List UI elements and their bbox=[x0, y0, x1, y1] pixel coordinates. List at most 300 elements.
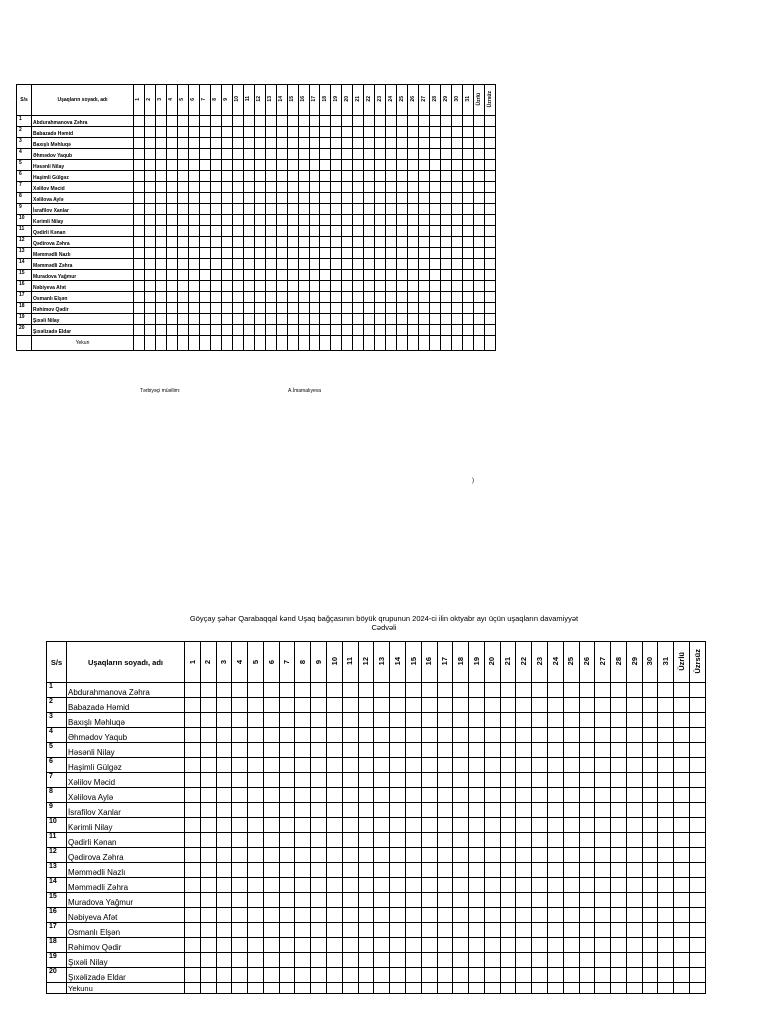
total-cell[interactable] bbox=[210, 336, 221, 351]
attendance-cell[interactable] bbox=[263, 833, 279, 848]
attendance-cell[interactable] bbox=[390, 848, 406, 863]
attendance-cell[interactable] bbox=[177, 237, 188, 248]
attendance-cell[interactable] bbox=[375, 325, 386, 336]
attendance-cell[interactable] bbox=[626, 953, 642, 968]
attendance-cell[interactable] bbox=[579, 848, 595, 863]
attendance-cell[interactable] bbox=[390, 773, 406, 788]
attendance-cell[interactable] bbox=[374, 818, 390, 833]
attendance-cell[interactable] bbox=[188, 171, 199, 182]
attendance-cell[interactable] bbox=[463, 270, 474, 281]
attendance-cell[interactable] bbox=[674, 938, 690, 953]
attendance-cell[interactable] bbox=[311, 968, 327, 983]
attendance-cell[interactable] bbox=[611, 818, 627, 833]
attendance-cell[interactable] bbox=[243, 171, 254, 182]
attendance-cell[interactable] bbox=[386, 259, 397, 270]
attendance-cell[interactable] bbox=[463, 193, 474, 204]
attendance-cell[interactable] bbox=[386, 138, 397, 149]
attendance-cell[interactable] bbox=[364, 237, 375, 248]
attendance-cell[interactable] bbox=[595, 683, 611, 698]
attendance-cell[interactable] bbox=[200, 743, 216, 758]
attendance-cell[interactable] bbox=[287, 138, 298, 149]
attendance-cell[interactable] bbox=[421, 878, 437, 893]
attendance-cell[interactable] bbox=[353, 303, 364, 314]
attendance-cell[interactable] bbox=[421, 953, 437, 968]
attendance-cell[interactable] bbox=[674, 893, 690, 908]
attendance-cell[interactable] bbox=[265, 303, 276, 314]
attendance-cell[interactable] bbox=[248, 893, 264, 908]
attendance-cell[interactable] bbox=[221, 149, 232, 160]
attendance-cell[interactable] bbox=[188, 160, 199, 171]
attendance-cell[interactable] bbox=[200, 863, 216, 878]
attendance-cell[interactable] bbox=[547, 803, 563, 818]
attendance-cell[interactable] bbox=[674, 698, 690, 713]
attendance-cell[interactable] bbox=[532, 713, 548, 728]
attendance-cell[interactable] bbox=[453, 908, 469, 923]
attendance-cell[interactable] bbox=[342, 160, 353, 171]
attendance-cell[interactable] bbox=[485, 259, 496, 270]
attendance-cell[interactable] bbox=[134, 259, 145, 270]
attendance-cell[interactable] bbox=[185, 818, 201, 833]
attendance-cell[interactable] bbox=[405, 923, 421, 938]
attendance-cell[interactable] bbox=[611, 803, 627, 818]
attendance-cell[interactable] bbox=[342, 281, 353, 292]
attendance-cell[interactable] bbox=[232, 237, 243, 248]
total-cell[interactable] bbox=[144, 336, 155, 351]
attendance-cell[interactable] bbox=[547, 698, 563, 713]
attendance-cell[interactable] bbox=[210, 193, 221, 204]
attendance-cell[interactable] bbox=[441, 281, 452, 292]
attendance-cell[interactable] bbox=[674, 833, 690, 848]
attendance-cell[interactable] bbox=[320, 325, 331, 336]
attendance-cell[interactable] bbox=[243, 314, 254, 325]
attendance-cell[interactable] bbox=[658, 788, 674, 803]
attendance-cell[interactable] bbox=[563, 743, 579, 758]
attendance-cell[interactable] bbox=[331, 204, 342, 215]
attendance-cell[interactable] bbox=[287, 270, 298, 281]
attendance-cell[interactable] bbox=[375, 292, 386, 303]
attendance-cell[interactable] bbox=[232, 878, 248, 893]
attendance-cell[interactable] bbox=[374, 953, 390, 968]
attendance-cell[interactable] bbox=[358, 863, 374, 878]
attendance-cell[interactable] bbox=[185, 848, 201, 863]
attendance-cell[interactable] bbox=[279, 698, 295, 713]
attendance-cell[interactable] bbox=[516, 878, 532, 893]
attendance-cell[interactable] bbox=[279, 863, 295, 878]
attendance-cell[interactable] bbox=[199, 215, 210, 226]
attendance-cell[interactable] bbox=[374, 728, 390, 743]
attendance-cell[interactable] bbox=[155, 259, 166, 270]
attendance-cell[interactable] bbox=[453, 683, 469, 698]
attendance-cell[interactable] bbox=[248, 773, 264, 788]
attendance-cell[interactable] bbox=[532, 863, 548, 878]
attendance-cell[interactable] bbox=[405, 908, 421, 923]
attendance-cell[interactable] bbox=[279, 893, 295, 908]
total-cell[interactable] bbox=[674, 983, 690, 994]
attendance-cell[interactable] bbox=[276, 193, 287, 204]
attendance-cell[interactable] bbox=[485, 303, 496, 314]
attendance-cell[interactable] bbox=[441, 314, 452, 325]
attendance-cell[interactable] bbox=[358, 908, 374, 923]
attendance-cell[interactable] bbox=[463, 226, 474, 237]
attendance-cell[interactable] bbox=[342, 248, 353, 259]
attendance-cell[interactable] bbox=[532, 953, 548, 968]
attendance-cell[interactable] bbox=[276, 226, 287, 237]
attendance-cell[interactable] bbox=[331, 292, 342, 303]
attendance-cell[interactable] bbox=[353, 325, 364, 336]
attendance-cell[interactable] bbox=[419, 237, 430, 248]
attendance-cell[interactable] bbox=[405, 953, 421, 968]
attendance-cell[interactable] bbox=[563, 953, 579, 968]
attendance-cell[interactable] bbox=[276, 127, 287, 138]
attendance-cell[interactable] bbox=[375, 193, 386, 204]
attendance-cell[interactable] bbox=[397, 325, 408, 336]
attendance-cell[interactable] bbox=[386, 237, 397, 248]
attendance-cell[interactable] bbox=[500, 683, 516, 698]
attendance-cell[interactable] bbox=[364, 193, 375, 204]
attendance-cell[interactable] bbox=[287, 292, 298, 303]
attendance-cell[interactable] bbox=[342, 818, 358, 833]
attendance-cell[interactable] bbox=[177, 171, 188, 182]
attendance-cell[interactable] bbox=[386, 248, 397, 259]
attendance-cell[interactable] bbox=[216, 908, 232, 923]
attendance-cell[interactable] bbox=[690, 923, 706, 938]
attendance-cell[interactable] bbox=[430, 248, 441, 259]
attendance-cell[interactable] bbox=[342, 758, 358, 773]
attendance-cell[interactable] bbox=[210, 182, 221, 193]
attendance-cell[interactable] bbox=[374, 968, 390, 983]
attendance-cell[interactable] bbox=[232, 713, 248, 728]
attendance-cell[interactable] bbox=[563, 848, 579, 863]
attendance-cell[interactable] bbox=[309, 138, 320, 149]
attendance-cell[interactable] bbox=[658, 818, 674, 833]
attendance-cell[interactable] bbox=[320, 138, 331, 149]
attendance-cell[interactable] bbox=[166, 116, 177, 127]
attendance-cell[interactable] bbox=[453, 953, 469, 968]
attendance-cell[interactable] bbox=[248, 953, 264, 968]
attendance-cell[interactable] bbox=[485, 281, 496, 292]
attendance-cell[interactable] bbox=[342, 193, 353, 204]
attendance-cell[interactable] bbox=[452, 325, 463, 336]
attendance-cell[interactable] bbox=[419, 204, 430, 215]
attendance-cell[interactable] bbox=[405, 833, 421, 848]
attendance-cell[interactable] bbox=[674, 758, 690, 773]
attendance-cell[interactable] bbox=[408, 237, 419, 248]
attendance-cell[interactable] bbox=[485, 182, 496, 193]
attendance-cell[interactable] bbox=[375, 116, 386, 127]
attendance-cell[interactable] bbox=[243, 303, 254, 314]
attendance-cell[interactable] bbox=[658, 848, 674, 863]
attendance-cell[interactable] bbox=[276, 215, 287, 226]
attendance-cell[interactable] bbox=[430, 215, 441, 226]
attendance-cell[interactable] bbox=[452, 314, 463, 325]
attendance-cell[interactable] bbox=[327, 908, 343, 923]
total-cell[interactable] bbox=[327, 983, 343, 994]
attendance-cell[interactable] bbox=[364, 281, 375, 292]
attendance-cell[interactable] bbox=[463, 292, 474, 303]
attendance-cell[interactable] bbox=[674, 923, 690, 938]
attendance-cell[interactable] bbox=[155, 303, 166, 314]
attendance-cell[interactable] bbox=[327, 953, 343, 968]
attendance-cell[interactable] bbox=[358, 848, 374, 863]
attendance-cell[interactable] bbox=[342, 833, 358, 848]
total-cell[interactable] bbox=[342, 983, 358, 994]
attendance-cell[interactable] bbox=[200, 758, 216, 773]
attendance-cell[interactable] bbox=[254, 281, 265, 292]
attendance-cell[interactable] bbox=[547, 833, 563, 848]
attendance-cell[interactable] bbox=[437, 698, 453, 713]
attendance-cell[interactable] bbox=[658, 683, 674, 698]
attendance-cell[interactable] bbox=[595, 848, 611, 863]
attendance-cell[interactable] bbox=[279, 683, 295, 698]
attendance-cell[interactable] bbox=[248, 728, 264, 743]
attendance-cell[interactable] bbox=[658, 938, 674, 953]
attendance-cell[interactable] bbox=[342, 314, 353, 325]
attendance-cell[interactable] bbox=[375, 138, 386, 149]
attendance-cell[interactable] bbox=[327, 818, 343, 833]
attendance-cell[interactable] bbox=[626, 848, 642, 863]
attendance-cell[interactable] bbox=[674, 683, 690, 698]
attendance-cell[interactable] bbox=[690, 863, 706, 878]
attendance-cell[interactable] bbox=[265, 171, 276, 182]
attendance-cell[interactable] bbox=[453, 878, 469, 893]
attendance-cell[interactable] bbox=[430, 193, 441, 204]
attendance-cell[interactable] bbox=[563, 863, 579, 878]
attendance-cell[interactable] bbox=[595, 743, 611, 758]
attendance-cell[interactable] bbox=[216, 878, 232, 893]
attendance-cell[interactable] bbox=[279, 923, 295, 938]
attendance-cell[interactable] bbox=[463, 281, 474, 292]
attendance-cell[interactable] bbox=[232, 138, 243, 149]
attendance-cell[interactable] bbox=[243, 127, 254, 138]
attendance-cell[interactable] bbox=[485, 215, 496, 226]
attendance-cell[interactable] bbox=[295, 938, 311, 953]
attendance-cell[interactable] bbox=[331, 270, 342, 281]
attendance-cell[interactable] bbox=[210, 281, 221, 292]
attendance-cell[interactable] bbox=[342, 303, 353, 314]
attendance-cell[interactable] bbox=[626, 908, 642, 923]
attendance-cell[interactable] bbox=[134, 182, 145, 193]
attendance-cell[interactable] bbox=[547, 818, 563, 833]
attendance-cell[interactable] bbox=[166, 160, 177, 171]
attendance-cell[interactable] bbox=[419, 171, 430, 182]
attendance-cell[interactable] bbox=[484, 713, 500, 728]
attendance-cell[interactable] bbox=[177, 204, 188, 215]
attendance-cell[interactable] bbox=[421, 833, 437, 848]
attendance-cell[interactable] bbox=[309, 160, 320, 171]
attendance-cell[interactable] bbox=[320, 171, 331, 182]
attendance-cell[interactable] bbox=[364, 292, 375, 303]
attendance-cell[interactable] bbox=[185, 953, 201, 968]
attendance-cell[interactable] bbox=[232, 127, 243, 138]
attendance-cell[interactable] bbox=[474, 160, 485, 171]
attendance-cell[interactable] bbox=[144, 303, 155, 314]
attendance-cell[interactable] bbox=[453, 803, 469, 818]
attendance-cell[interactable] bbox=[375, 171, 386, 182]
attendance-cell[interactable] bbox=[188, 314, 199, 325]
attendance-cell[interactable] bbox=[342, 713, 358, 728]
attendance-cell[interactable] bbox=[216, 863, 232, 878]
attendance-cell[interactable] bbox=[626, 728, 642, 743]
attendance-cell[interactable] bbox=[358, 953, 374, 968]
attendance-cell[interactable] bbox=[295, 743, 311, 758]
attendance-cell[interactable] bbox=[199, 160, 210, 171]
attendance-cell[interactable] bbox=[421, 863, 437, 878]
attendance-cell[interactable] bbox=[611, 923, 627, 938]
attendance-cell[interactable] bbox=[595, 923, 611, 938]
attendance-cell[interactable] bbox=[199, 226, 210, 237]
attendance-cell[interactable] bbox=[463, 259, 474, 270]
attendance-cell[interactable] bbox=[232, 325, 243, 336]
attendance-cell[interactable] bbox=[611, 863, 627, 878]
attendance-cell[interactable] bbox=[463, 325, 474, 336]
attendance-cell[interactable] bbox=[485, 325, 496, 336]
attendance-cell[interactable] bbox=[177, 116, 188, 127]
attendance-cell[interactable] bbox=[254, 303, 265, 314]
attendance-cell[interactable] bbox=[430, 160, 441, 171]
attendance-cell[interactable] bbox=[327, 803, 343, 818]
attendance-cell[interactable] bbox=[547, 938, 563, 953]
total-cell[interactable] bbox=[441, 336, 452, 351]
attendance-cell[interactable] bbox=[311, 788, 327, 803]
attendance-cell[interactable] bbox=[390, 878, 406, 893]
attendance-cell[interactable] bbox=[216, 758, 232, 773]
attendance-cell[interactable] bbox=[364, 116, 375, 127]
attendance-cell[interactable] bbox=[134, 127, 145, 138]
total-cell[interactable] bbox=[185, 983, 201, 994]
attendance-cell[interactable] bbox=[500, 773, 516, 788]
attendance-cell[interactable] bbox=[469, 878, 485, 893]
attendance-cell[interactable] bbox=[419, 314, 430, 325]
attendance-cell[interactable] bbox=[500, 863, 516, 878]
attendance-cell[interactable] bbox=[474, 237, 485, 248]
attendance-cell[interactable] bbox=[579, 743, 595, 758]
attendance-cell[interactable] bbox=[469, 788, 485, 803]
attendance-cell[interactable] bbox=[453, 923, 469, 938]
attendance-cell[interactable] bbox=[419, 215, 430, 226]
attendance-cell[interactable] bbox=[166, 237, 177, 248]
attendance-cell[interactable] bbox=[254, 171, 265, 182]
attendance-cell[interactable] bbox=[484, 938, 500, 953]
attendance-cell[interactable] bbox=[248, 968, 264, 983]
attendance-cell[interactable] bbox=[441, 226, 452, 237]
attendance-cell[interactable] bbox=[221, 314, 232, 325]
attendance-cell[interactable] bbox=[276, 171, 287, 182]
attendance-cell[interactable] bbox=[485, 138, 496, 149]
attendance-cell[interactable] bbox=[232, 171, 243, 182]
total-cell[interactable] bbox=[579, 983, 595, 994]
attendance-cell[interactable] bbox=[295, 848, 311, 863]
attendance-cell[interactable] bbox=[532, 773, 548, 788]
attendance-cell[interactable] bbox=[626, 818, 642, 833]
attendance-cell[interactable] bbox=[390, 863, 406, 878]
attendance-cell[interactable] bbox=[309, 171, 320, 182]
attendance-cell[interactable] bbox=[331, 314, 342, 325]
attendance-cell[interactable] bbox=[295, 683, 311, 698]
attendance-cell[interactable] bbox=[185, 743, 201, 758]
total-cell[interactable] bbox=[516, 983, 532, 994]
attendance-cell[interactable] bbox=[421, 848, 437, 863]
attendance-cell[interactable] bbox=[331, 127, 342, 138]
attendance-cell[interactable] bbox=[469, 773, 485, 788]
attendance-cell[interactable] bbox=[200, 923, 216, 938]
attendance-cell[interactable] bbox=[342, 215, 353, 226]
total-cell[interactable] bbox=[166, 336, 177, 351]
attendance-cell[interactable] bbox=[358, 968, 374, 983]
attendance-cell[interactable] bbox=[397, 193, 408, 204]
attendance-cell[interactable] bbox=[374, 863, 390, 878]
attendance-cell[interactable] bbox=[500, 833, 516, 848]
attendance-cell[interactable] bbox=[248, 923, 264, 938]
attendance-cell[interactable] bbox=[265, 226, 276, 237]
attendance-cell[interactable] bbox=[452, 116, 463, 127]
attendance-cell[interactable] bbox=[232, 182, 243, 193]
attendance-cell[interactable] bbox=[199, 116, 210, 127]
attendance-cell[interactable] bbox=[390, 818, 406, 833]
total-cell[interactable] bbox=[309, 336, 320, 351]
attendance-cell[interactable] bbox=[232, 204, 243, 215]
attendance-cell[interactable] bbox=[342, 953, 358, 968]
attendance-cell[interactable] bbox=[611, 938, 627, 953]
total-cell[interactable] bbox=[353, 336, 364, 351]
attendance-cell[interactable] bbox=[421, 698, 437, 713]
attendance-cell[interactable] bbox=[210, 325, 221, 336]
attendance-cell[interactable] bbox=[474, 193, 485, 204]
attendance-cell[interactable] bbox=[295, 803, 311, 818]
total-cell[interactable] bbox=[177, 336, 188, 351]
attendance-cell[interactable] bbox=[216, 788, 232, 803]
attendance-cell[interactable] bbox=[430, 149, 441, 160]
attendance-cell[interactable] bbox=[500, 803, 516, 818]
attendance-cell[interactable] bbox=[642, 758, 658, 773]
total-cell[interactable] bbox=[375, 336, 386, 351]
attendance-cell[interactable] bbox=[364, 259, 375, 270]
attendance-cell[interactable] bbox=[287, 127, 298, 138]
attendance-cell[interactable] bbox=[177, 314, 188, 325]
attendance-cell[interactable] bbox=[254, 215, 265, 226]
attendance-cell[interactable] bbox=[263, 713, 279, 728]
attendance-cell[interactable] bbox=[287, 182, 298, 193]
attendance-cell[interactable] bbox=[311, 758, 327, 773]
total-cell[interactable] bbox=[279, 983, 295, 994]
attendance-cell[interactable] bbox=[405, 938, 421, 953]
attendance-cell[interactable] bbox=[188, 325, 199, 336]
total-cell[interactable] bbox=[405, 983, 421, 994]
attendance-cell[interactable] bbox=[287, 248, 298, 259]
attendance-cell[interactable] bbox=[516, 908, 532, 923]
attendance-cell[interactable] bbox=[474, 116, 485, 127]
attendance-cell[interactable] bbox=[374, 788, 390, 803]
attendance-cell[interactable] bbox=[320, 270, 331, 281]
attendance-cell[interactable] bbox=[374, 758, 390, 773]
attendance-cell[interactable] bbox=[611, 713, 627, 728]
attendance-cell[interactable] bbox=[408, 281, 419, 292]
attendance-cell[interactable] bbox=[210, 171, 221, 182]
attendance-cell[interactable] bbox=[134, 303, 145, 314]
attendance-cell[interactable] bbox=[642, 683, 658, 698]
total-cell[interactable] bbox=[532, 983, 548, 994]
attendance-cell[interactable] bbox=[279, 743, 295, 758]
attendance-cell[interactable] bbox=[295, 968, 311, 983]
attendance-cell[interactable] bbox=[254, 248, 265, 259]
attendance-cell[interactable] bbox=[232, 683, 248, 698]
attendance-cell[interactable] bbox=[221, 281, 232, 292]
attendance-cell[interactable] bbox=[595, 893, 611, 908]
attendance-cell[interactable] bbox=[276, 325, 287, 336]
attendance-cell[interactable] bbox=[397, 259, 408, 270]
attendance-cell[interactable] bbox=[397, 314, 408, 325]
attendance-cell[interactable] bbox=[374, 878, 390, 893]
attendance-cell[interactable] bbox=[419, 292, 430, 303]
